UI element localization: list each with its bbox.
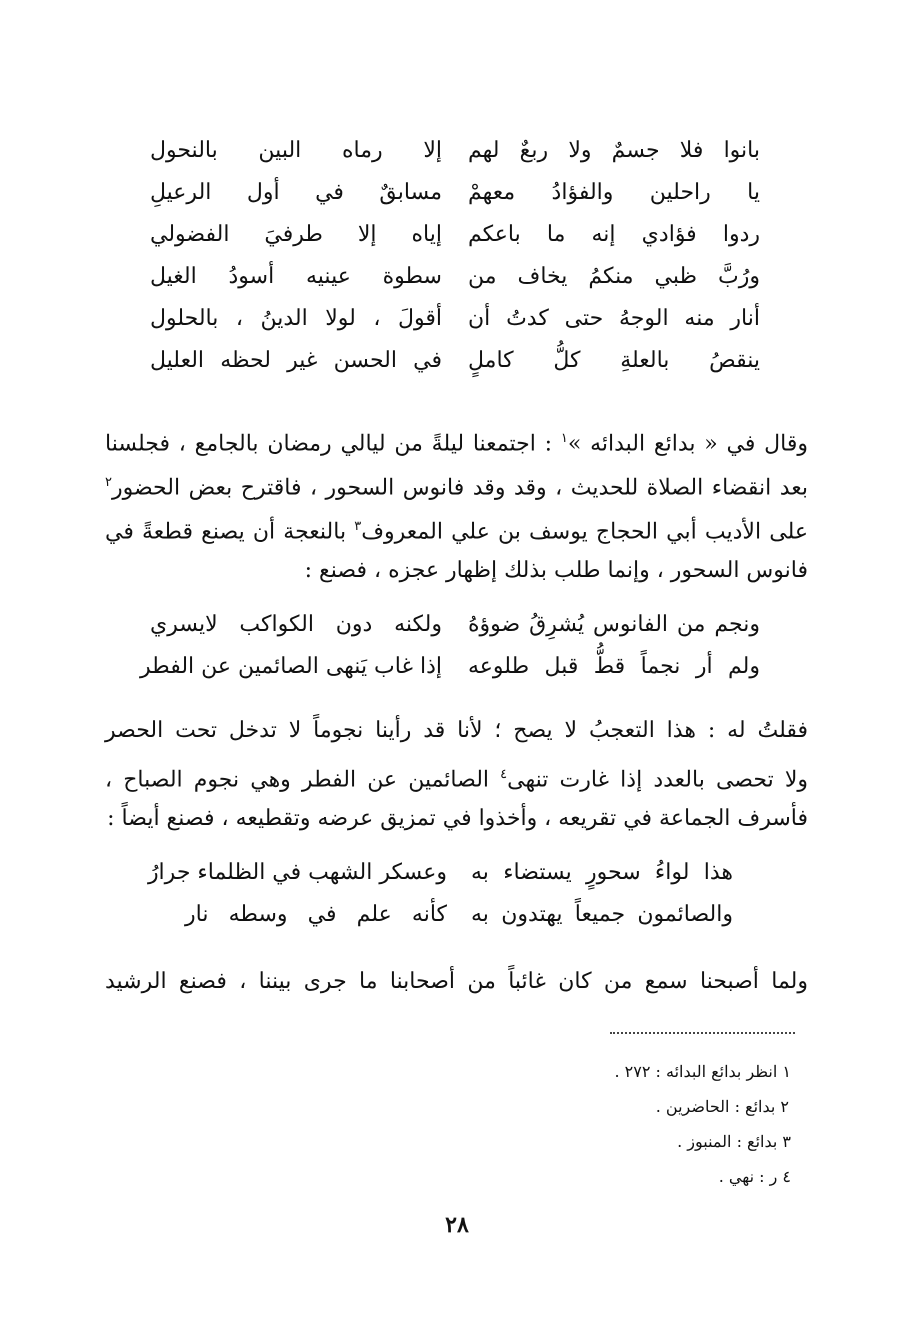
poem-2 (140, 604, 760, 688)
footnote-separator (610, 1032, 795, 1034)
prose-line (105, 797, 808, 841)
hemistich-second: كأنه علم في وسطه نار (185, 902, 447, 927)
poem-1 (150, 130, 760, 382)
prose-line (105, 709, 808, 753)
hemistich-second: ولكنه دون الكواكب لايسري (150, 612, 442, 637)
verse-line (150, 604, 760, 646)
footnote: ١ انظر بدائع البدائه : ٢٧٢ . (614, 1062, 791, 1081)
prose-text: على الأديب أبي الحجاج يوسف بن علي المعروف (361, 519, 808, 545)
verse-line (150, 172, 760, 214)
footnote-ref: ٣ (354, 519, 362, 534)
paragraph-1 (105, 417, 808, 593)
footnote: ٢ بدائع : الحاضرين . (655, 1097, 789, 1116)
hemistich-first: ولم أر نجماً قطُّ قبل طلوعه (468, 654, 760, 679)
hemistich-first: ونجم من الفانوس يُشرِقُ ضوؤهُ (468, 612, 760, 637)
hemistich-second: في الحسن غير لحظه العليل (150, 348, 442, 373)
paragraph-2 (105, 709, 808, 841)
verse-line (150, 256, 760, 298)
hemistich-first: أنار منه الوجهُ حتى كدتُ أن (468, 306, 760, 331)
verse-line (150, 214, 760, 256)
prose-line (105, 753, 808, 797)
prose-line (105, 505, 808, 549)
prose-text: بالنعجة أن يصنع قطعةً في (105, 519, 355, 545)
prose-text: فأسرف الجماعة في تقريعه ، وأخذوا في تمزيق عرضه وتقطيعه ، فصنع أيضاً : (107, 806, 808, 831)
verse-line (185, 894, 733, 936)
prose-text: ولا تحصى بالعدد إذا غارت تنهى (507, 767, 808, 793)
hemistich-first: ردوا فؤادي إنه ما باعكم (468, 222, 760, 247)
footnote: ٤ ر : نهي . (718, 1167, 791, 1186)
paragraph-3 (105, 960, 808, 1004)
prose-text: وقال في « بدائع البدائه » (567, 431, 808, 457)
prose-line: ولما أصبحنا سمع من كان غائباً من أصحابنا ما جرى بيننا ، فصنع الرشيد (105, 969, 808, 994)
hemistich-second: أقولَ ، لولا الدينُ ، بالحلول (150, 306, 442, 331)
poem-3 (147, 852, 733, 936)
hemistich-first: ينقصُ بالعلةِ كلُّ كاملٍ (468, 348, 760, 373)
hemistich-first: بانوا فلا جسمٌ ولا ربعٌ لهم (468, 138, 760, 163)
footnote-ref: ٢ (105, 475, 112, 490)
footnotes (391, 1054, 791, 1194)
hemistich-second: إلا رماه البين بالنحول (150, 138, 442, 163)
hemistich-second: سطوة عينيه أسودُ الغيل (150, 264, 442, 289)
verse-line (140, 646, 760, 688)
hemistich-first: يا راحلين والفؤادُ معهمْ (468, 180, 760, 205)
footnote-ref: ٤ (500, 767, 508, 782)
verse-line (147, 852, 733, 894)
prose-line (105, 417, 808, 461)
verse-line (150, 340, 760, 382)
hemistich-first: هذا لواءُ سحورٍ يستضاء به (471, 860, 733, 885)
page-number: ٢٨ (445, 1212, 469, 1238)
hemistich-second: وعسكر الشهب في الظلماء جرارُ (147, 860, 447, 885)
verse-line (150, 298, 760, 340)
hemistich-second: إذا غاب يَنهى الصائمين عن الفطر (140, 654, 442, 679)
footnote: ٣ بدائع : المنبوز . (677, 1132, 791, 1151)
prose-line (105, 461, 808, 505)
prose-line (105, 549, 808, 593)
hemistich-first: والصائمون جميعاً يهتدون به (471, 902, 733, 927)
prose-text: الصائمين عن الفطر وهي نجوم الصباح ، (105, 767, 501, 793)
hemistich-second: مسابقٌ في أول الرعيلِ (150, 180, 442, 205)
prose-text: فانوس السحور ، وإنما طلب بذلك إظهار عجزه ، فصنع : (304, 558, 808, 583)
hemistich-first: ورُبَّ ظبي منكمُ يخاف من (468, 264, 760, 289)
hemistich-second: إياه إلا طرفيَ الفضولي (150, 222, 442, 247)
prose-text: فقلتُ له : هذا التعجبُ لا يصح ؛ لأنا قد رأينا نجوماً لا تدخل تحت الحصر (105, 718, 808, 743)
footnote-ref: ١ (560, 431, 568, 446)
prose-text: : اجتمعنا ليلةً من ليالي رمضان بالجامع ، فجلسنا (105, 431, 561, 457)
prose-text: بعد انقضاء الصلاة للحديث ، وقد وقد فانوس السحور ، فاقترح بعض الحضور (111, 475, 808, 501)
verse-line (150, 130, 760, 172)
